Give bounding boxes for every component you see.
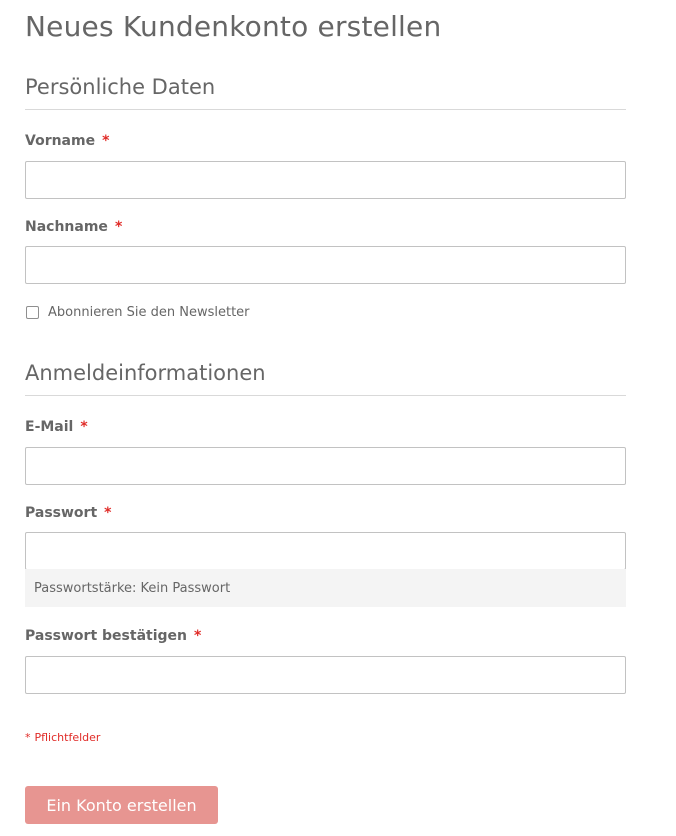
lastname-label — [25, 219, 122, 235]
required-asterisk: * — [114, 219, 123, 235]
password-strength-meter — [25, 569, 626, 607]
login-info-legend: Anmeldeinformationen — [25, 361, 626, 396]
create-account-button[interactable]: Ein Konto erstellen — [25, 786, 218, 824]
newsletter-label[interactable]: Abonnieren Sie den Newsletter — [48, 305, 250, 320]
required-note-text: Pflichtfelder — [34, 731, 101, 744]
newsletter-checkbox[interactable] — [26, 306, 39, 319]
password-input[interactable] — [25, 532, 626, 570]
newsletter-option[interactable] — [25, 305, 250, 320]
lastname-input[interactable] — [25, 246, 626, 284]
firstname-label — [25, 133, 109, 149]
page-title: Neues Kundenkonto erstellen — [25, 10, 442, 43]
email-label — [25, 419, 88, 435]
required-asterisk: * — [102, 133, 110, 149]
required-asterisk: * — [193, 628, 202, 644]
required-fields-note — [25, 731, 100, 744]
email-label-text: E-Mail — [25, 419, 74, 435]
required-asterisk: * — [104, 505, 112, 521]
firstname-input[interactable] — [25, 161, 626, 199]
password-label — [25, 505, 111, 521]
email-input[interactable] — [25, 447, 626, 485]
confirm-password-input[interactable] — [25, 656, 626, 694]
required-note-asterisk: * — [25, 731, 31, 744]
lastname-label-text: Nachname — [25, 219, 108, 235]
firstname-label-text: Vorname — [25, 133, 96, 149]
password-label-text: Passwort — [25, 505, 98, 521]
personal-info-legend: Persönliche Daten — [25, 75, 626, 110]
confirm-password-label — [25, 628, 201, 644]
confirm-password-label-text: Passwort bestätigen — [25, 628, 187, 644]
password-strength-text: Passwortstärke: Kein Passwort — [34, 580, 231, 596]
required-asterisk: * — [80, 419, 88, 435]
